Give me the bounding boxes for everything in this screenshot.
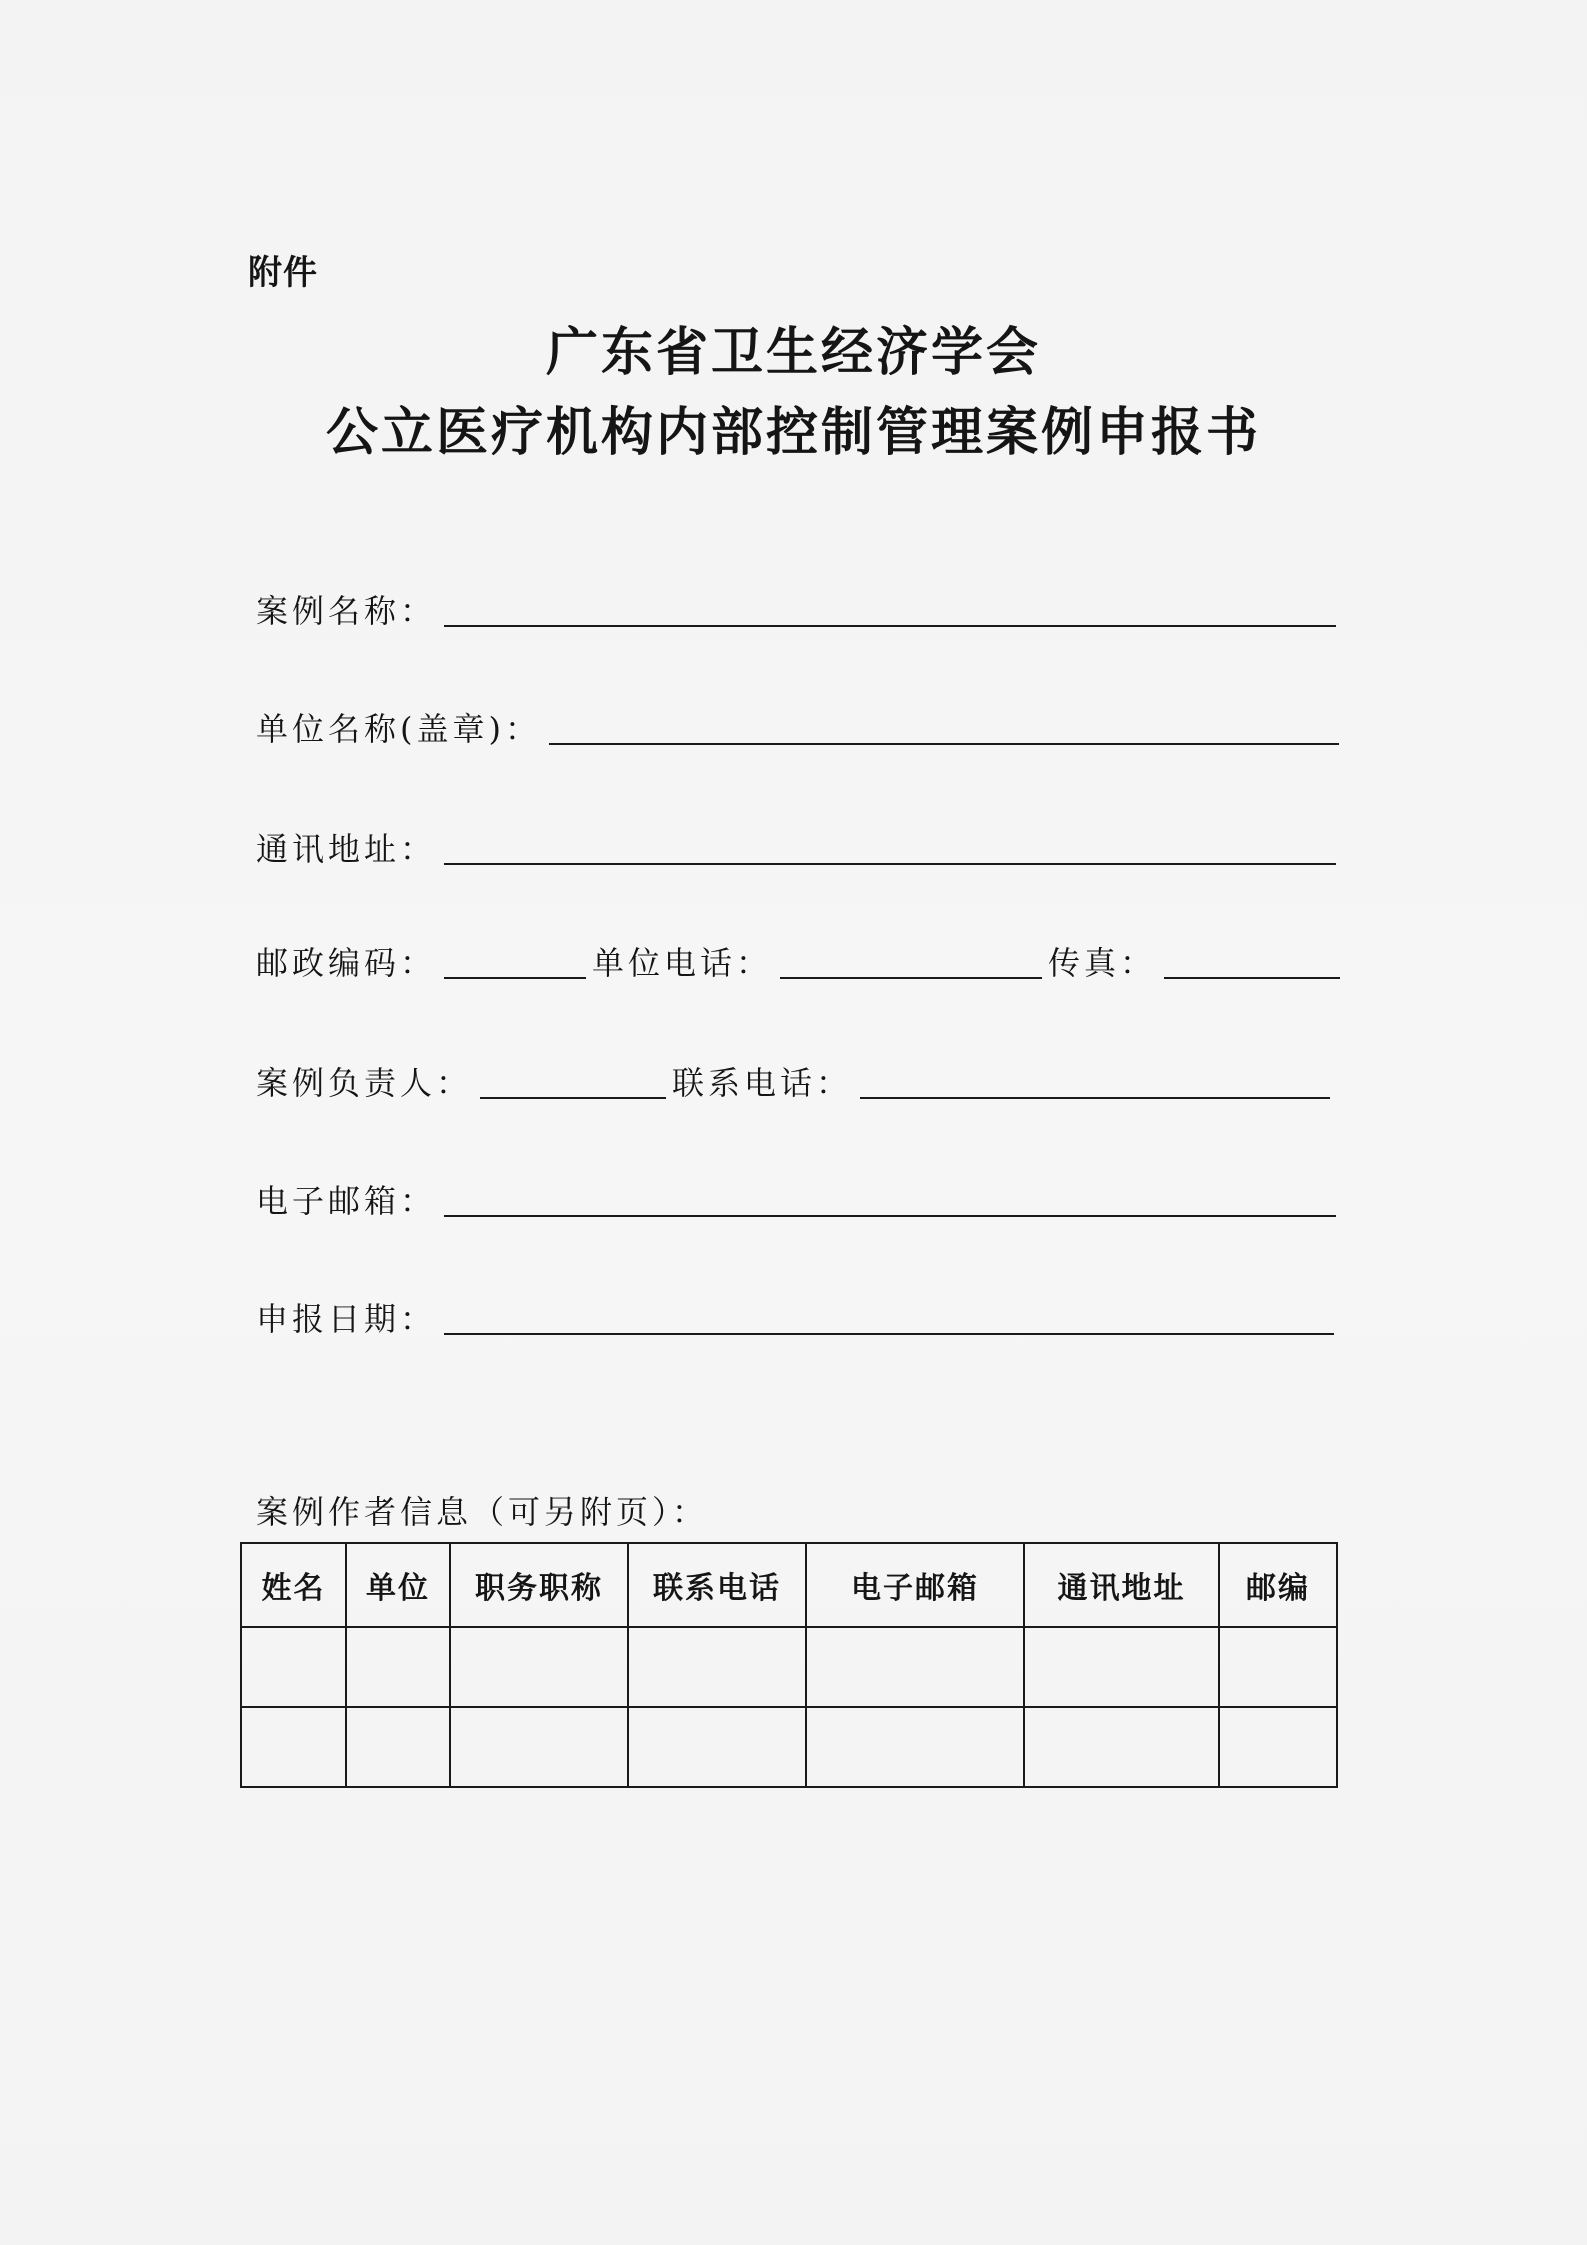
contact-phone-label: 联系电话： bbox=[672, 1064, 853, 1102]
table-cell[interactable] bbox=[241, 1627, 346, 1707]
address-label: 通讯地址： bbox=[256, 830, 437, 868]
date-label: 申报日期： bbox=[256, 1300, 437, 1338]
unit-phone-label: 单位电话： bbox=[592, 944, 773, 982]
address-field[interactable] bbox=[444, 829, 1336, 865]
contact-phone-field[interactable] bbox=[860, 1063, 1330, 1099]
attachment-label: 附件 bbox=[248, 253, 318, 293]
table-cell[interactable] bbox=[628, 1707, 806, 1787]
authors-header-row bbox=[241, 1543, 1337, 1627]
column-header: 联系电话 bbox=[628, 1543, 806, 1627]
case-name-label: 案例名称： bbox=[256, 592, 437, 630]
postcode-label: 邮政编码： bbox=[256, 944, 437, 982]
postcode-field[interactable] bbox=[444, 943, 586, 979]
table-row bbox=[241, 1627, 1337, 1707]
column-header: 通讯地址 bbox=[1024, 1543, 1219, 1627]
table-cell[interactable] bbox=[1024, 1627, 1219, 1707]
table-cell[interactable] bbox=[628, 1627, 806, 1707]
table-cell[interactable] bbox=[806, 1707, 1024, 1787]
table-cell[interactable] bbox=[241, 1707, 346, 1787]
unit-phone-field[interactable] bbox=[780, 943, 1042, 979]
fax-label: 传真： bbox=[1048, 944, 1157, 982]
email-row bbox=[256, 1175, 1342, 1221]
authors-section-label: 案例作者信息（可另附页）： bbox=[256, 1493, 709, 1531]
email-label: 电子邮箱： bbox=[256, 1182, 437, 1220]
case-name-field[interactable] bbox=[444, 591, 1336, 627]
date-row bbox=[256, 1293, 1340, 1339]
case-name-row bbox=[256, 585, 1342, 631]
column-header: 职务职称 bbox=[450, 1543, 628, 1627]
table-cell[interactable] bbox=[1219, 1707, 1337, 1787]
date-field[interactable] bbox=[444, 1299, 1334, 1335]
table-cell[interactable] bbox=[346, 1627, 450, 1707]
address-row bbox=[256, 823, 1342, 869]
table-cell[interactable] bbox=[450, 1707, 628, 1787]
case-leader-label: 案例负责人： bbox=[256, 1064, 473, 1102]
table-row bbox=[241, 1707, 1337, 1787]
column-header: 邮编 bbox=[1219, 1543, 1337, 1627]
postcode-phone-fax-row bbox=[256, 937, 1346, 983]
title-line-2: 公立医疗机构内部控制管理案例申报书 bbox=[325, 402, 1261, 463]
authors-table bbox=[240, 1542, 1338, 1788]
table-cell[interactable] bbox=[1024, 1707, 1219, 1787]
leader-phone-row bbox=[256, 1057, 1336, 1103]
table-cell[interactable] bbox=[450, 1627, 628, 1707]
fax-field[interactable] bbox=[1164, 943, 1340, 979]
unit-name-row bbox=[256, 703, 1345, 749]
table-cell[interactable] bbox=[1219, 1627, 1337, 1707]
table-cell[interactable] bbox=[346, 1707, 450, 1787]
unit-name-field[interactable] bbox=[549, 709, 1339, 745]
unit-name-label: 单位名称(盖章)： bbox=[256, 710, 541, 748]
case-leader-field[interactable] bbox=[480, 1063, 666, 1099]
column-header: 单位 bbox=[346, 1543, 450, 1627]
column-header: 姓名 bbox=[241, 1543, 346, 1627]
table-cell[interactable] bbox=[806, 1627, 1024, 1707]
title-line-1: 广东省卫生经济学会 bbox=[545, 322, 1041, 383]
email-field[interactable] bbox=[444, 1181, 1336, 1217]
column-header: 电子邮箱 bbox=[806, 1543, 1024, 1627]
